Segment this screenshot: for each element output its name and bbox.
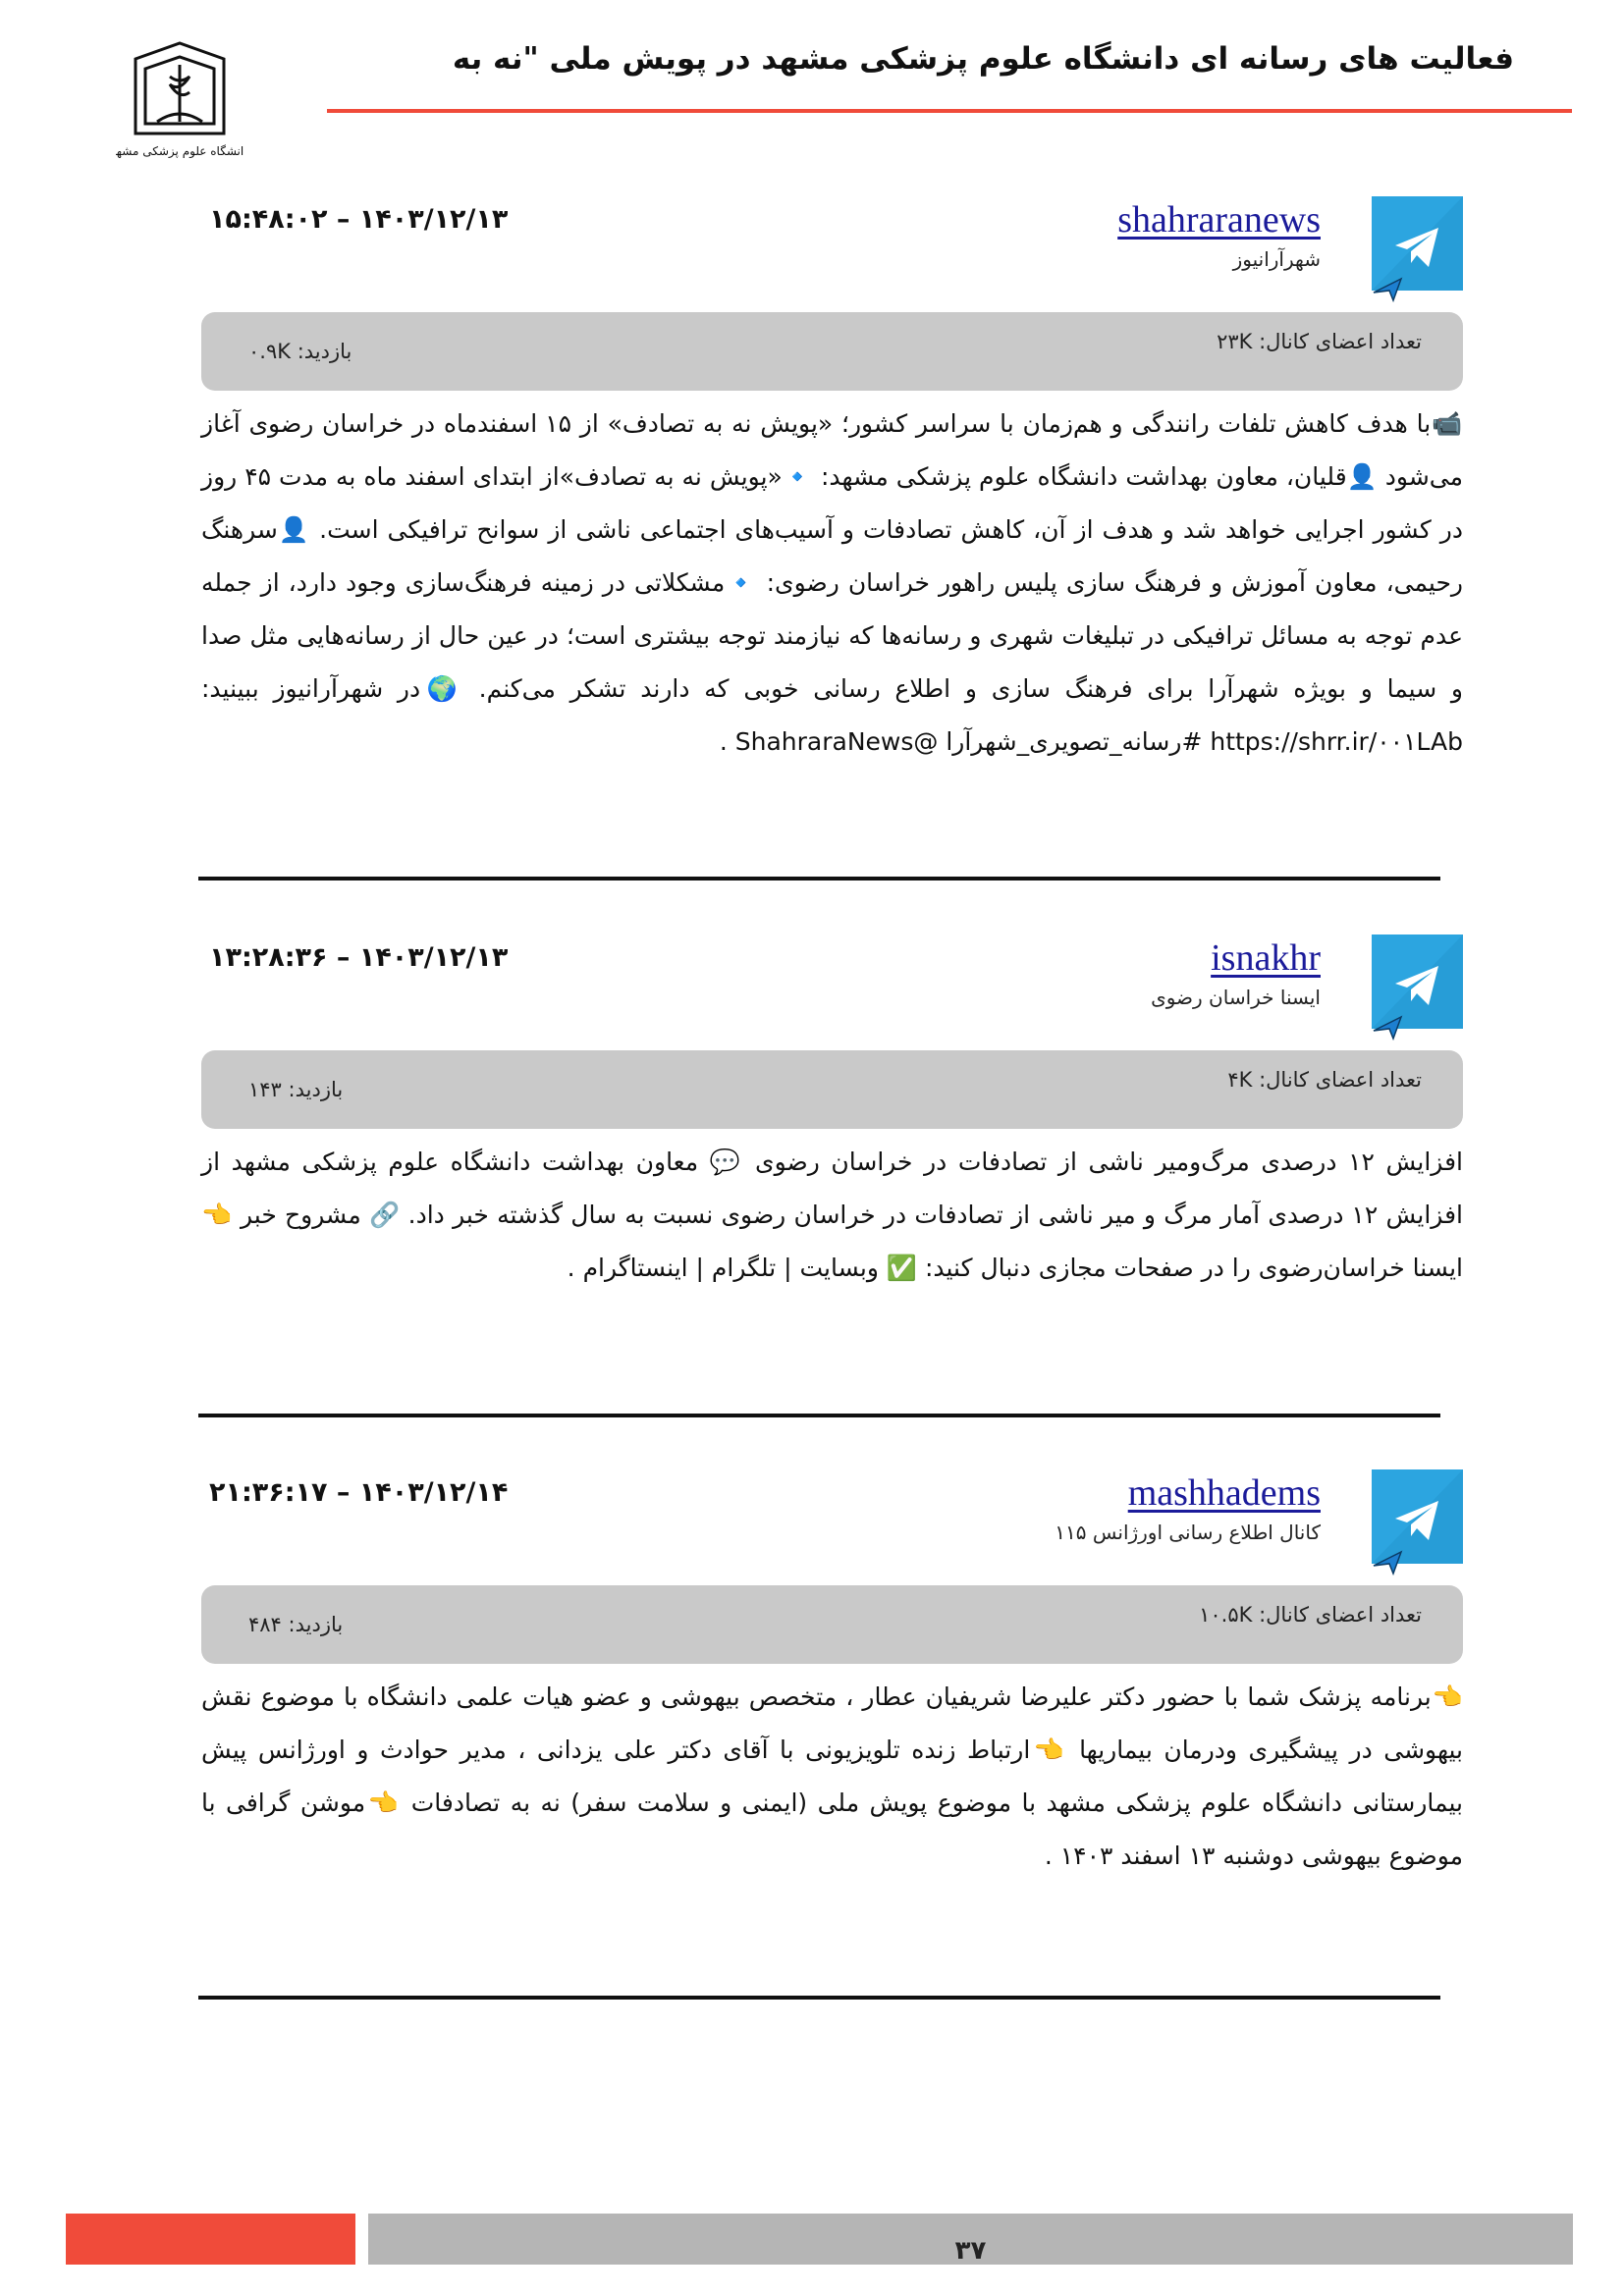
channel-link[interactable]: shahraranews bbox=[1117, 199, 1321, 240]
telegram-icon bbox=[1368, 934, 1463, 1041]
post-divider bbox=[198, 877, 1440, 881]
post-body: 📹با هدف کاهش تلفات رانندگی و هم‌زمان با سراسر کشور؛ «پویش نه به تصادف» از ۱۵ اسفندماه در خراسان رضوی آغاز می‌شود 👤قلیان، معاون بهداشت دانشگاه علوم پزشکی مشهد: 🔹«پویش نه به تصادف»از ابتدای اسفند ماه به مدت ۴۵ روز در کشور اجرایی خواهد شد و هدف از آن، کاهش تصادفات و آسیب‌های اجتماعی ناشی از سوانح ترافیکی است. 👤سرهنگ رحیمی، معاون آموزش و فرهنگ سازی پلیس راهور خراسان رضوی: 🔹مشکلاتی در زمینه فرهنگ‌سازی وجود دارد، از جمله عدم توجه به مسائل ترافیکی در تبلیغات شهری و رسانه‌ها که نیازمند توجه بیشتری است؛ در عین حال از رسانه‌هایی مثل صدا و سیما و بویژه شهرآرا برای فرهنگ سازی و اطلاع رسانی خوبی که دارند تشکر می‌کنم. 🌍در شهرآرانیوز ببینید: https://shrr.ir/۰۰۱LAb #رسانه_تصویری_شهرآرا @ShahraraNews . bbox=[201, 409, 1463, 756]
post-divider bbox=[198, 1414, 1440, 1417]
post-date: ۱۴۰۳/۱۲/۱۴ – ۲۱:۳۶:۱۷ bbox=[209, 1477, 509, 1508]
channel-name: کانال اطلاع رسانی اورژانس ۱۱۵ bbox=[1055, 1521, 1321, 1544]
member-count: تعداد اعضای کانال: ۲۳K bbox=[1217, 330, 1422, 353]
post-divider bbox=[198, 1996, 1440, 2000]
post-shahraranews bbox=[201, 196, 1463, 756]
footer-accent-bar bbox=[66, 2214, 355, 2265]
member-count: تعداد اعضای کانال: ۴K bbox=[1227, 1068, 1422, 1092]
logo-caption: دانشگاه علوم پزشکی مشهد bbox=[116, 144, 244, 158]
channel-name: شهرآرانیوز bbox=[1232, 247, 1321, 271]
channel-name: ایسنا خراسان رضوی bbox=[1151, 986, 1321, 1009]
page-header-title: فعالیت های رسانه ای دانشگاه علوم پزشکی مشهد در پویش ملی "نه به bbox=[452, 41, 1514, 77]
header-divider bbox=[327, 109, 1572, 113]
channel-link[interactable]: isnakhr bbox=[1211, 937, 1321, 979]
post-date: ۱۴۰۳/۱۲/۱۳ – ۱۳:۲۸:۳۶ bbox=[209, 942, 509, 973]
post-mashhadems bbox=[201, 1469, 1463, 1892]
channel-link[interactable]: mashhadems bbox=[1127, 1472, 1321, 1514]
post-date: ۱۴۰۳/۱۲/۱۳ – ۱۵:۴۸:۰۲ bbox=[209, 204, 509, 235]
stats-bar bbox=[201, 1050, 1463, 1129]
stats-bar bbox=[201, 1585, 1463, 1664]
university-logo bbox=[116, 37, 244, 165]
member-count: تعداد اعضای کانال: ۱۰.۵K bbox=[1199, 1603, 1422, 1627]
view-count: بازدید: ۰.۹K bbox=[248, 340, 352, 363]
post-body: افزایش ۱۲ درصدی مرگ‌ومیر ناشی از تصادفات در خراسان رضوی 💬 معاون بهداشت دانشگاه علوم پزشکی مشهد از افزایش ۱۲ درصدی آمار مرگ و میر ناشی از تصادفات در خراسان رضوی نسبت به سال گذشته خبر داد. 🔗 مشروح خبر 👈ایسنا خراسان‌رضوی را در صفحات مجازی دنبال کنید: ✅ وبسایت | تلگرام | اینستاگرام . bbox=[201, 1148, 1463, 1282]
page-number: ۳۷ bbox=[954, 2236, 987, 2266]
post-isnakhr bbox=[201, 934, 1463, 1327]
stats-bar bbox=[201, 312, 1463, 391]
telegram-icon bbox=[1368, 1469, 1463, 1575]
view-count: بازدید: ۱۴۳ bbox=[248, 1078, 344, 1101]
post-body: 👈برنامه پزشک شما با حضور دکتر علیرضا شریفیان عطار ، متخصص بیهوشی و عضو هیات علمی دانشگاه با موضوع نقش بیهوشی در پیشگیری ودرمان بیماریها 👈ارتباط زنده تلویزیونی با آقای دکتر علی یزدانی ، مدیر حوادث و اورژانس پیش بیمارستانی دانشگاه علوم پزشکی مشهد با موضوع پویش ملی (ایمنی و سلامت سفر) نه به تصادفات 👈موشن گرافی با موضوع بیهوشی دوشنبه ۱۳ اسفند ۱۴۰۳ . bbox=[201, 1682, 1463, 1870]
view-count: بازدید: ۴۸۴ bbox=[248, 1613, 344, 1636]
telegram-icon bbox=[1368, 196, 1463, 302]
